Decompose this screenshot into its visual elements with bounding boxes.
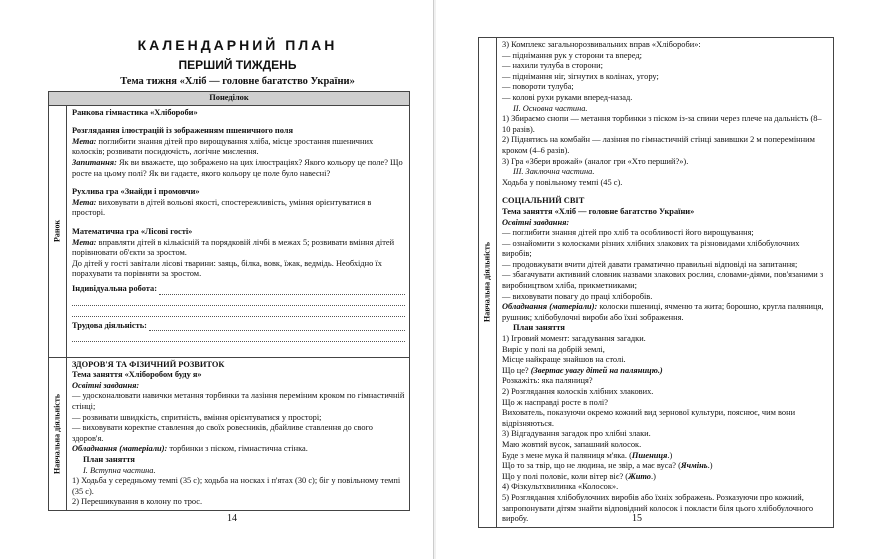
page-number: 15 xyxy=(632,513,642,524)
social-world-heading: СОЦІАЛЬНИЙ СВІТ xyxy=(502,196,585,206)
schedule-table-continued xyxy=(478,37,834,528)
week-theme: Тема тижня «Хліб — головне багатство України» xyxy=(120,76,355,87)
schedule-table xyxy=(48,91,410,511)
activity-label-cell xyxy=(49,357,67,510)
week-title: ПЕРШИЙ ТИЖДЕНЬ xyxy=(178,58,297,72)
morning-label-cell xyxy=(49,105,67,357)
page-number: 14 xyxy=(227,513,237,524)
game-heading: Рухлива гра «Знайди і промовчи» xyxy=(72,187,200,197)
illustrations-heading: Розглядання ілюстрацій із зображенням пшеничного поля xyxy=(72,126,294,136)
morning-gymnastics: Ранкова гімнастика «Хлібороби» xyxy=(72,107,198,117)
plan-title: КАЛЕНДАРНИЙ ПЛАН xyxy=(137,37,338,53)
math-game-text: До дітей у гості завітали лісові тварини: заяць, білка, вовк, їжак, ведмідь. Необхідно їх порахувати та порівняти за зростом. xyxy=(72,258,382,279)
morning-label: Ранок xyxy=(52,220,62,243)
labor-activity-label: Трудова діяльність: xyxy=(72,320,147,330)
activity-label: Навчальна діяльність xyxy=(52,393,62,474)
activity-label-cell xyxy=(479,38,497,528)
activity-section: ЗДОРОВ'Я ТА ФІЗИЧНИЙ РОЗВИТОК Тема заняття «Хліборобом буду я» Освітні завдання: — удосконалювати навички метання торбинки та лазіння переміним кроком по гімнастичній стінці; — розвивати швидкість, спритність, вміння орієнтуватися у просторі; — виховувати коректне ставлення до своїх ровесників, дбайливе ставлення до свого здоров'я. Обладнання (матеріали): торбинки з піском, гімнастична стінка. План заняття І. Вступна частина. 1) Ходьба у середньому темпі (35 с); ходьба на носках і п'ятах (30 с); біг у повільному темпі (35 с). 2) Перешикування в колону по трос. xyxy=(67,357,410,510)
morning-section: Ранкова гімнастика «Хлібороби» Розглядання ілюстрацій із зображенням пшеничного поля Мета: поглибити знання дітей про вирощування хліба, місце зростання пшеничних колосків; розвивати посидючість, логічне мислення. Запитання: Як ви вважаєте, що зображено на цих ілюстраціях? Якого кольору це поле? Що росте на цьому полі? Як ви гадаєте, якого кольору це поле було навесні? Рухлива гра «Знайди і промовчи» Мета: виховувати в дітей вольові якості, спостережливість, уміння орієнтуватися в просторі. Математична гра «Лісові гості» Мета: вправляти дітей в кількісній та порядковій лічбі в межах 5; розвивати вміння дітей порівнювати об'єкти за зростом. До дітей у гості завітали лісові тварини: заяць, білка, вовк, їжак, ведмідь. Необхідно їх порахувати та порівняти за зростом. Індивідуальна робота: Трудова діяльність: xyxy=(67,105,410,357)
page-left xyxy=(0,0,434,559)
activity-section: 3) Комплекс загальнорозвивальних вправ «Хлібороби»: — піднімання рук у сторони та вперед; — нахили тулуба в сторони; — піднімання ніг, зігнутих в колінах, угору; — повороти тулуба; — колові рухи руками вперед-назад. ІІ. Основна частина. 1) Збираємо снопи — метання торбинки з піском із-за спини через плече на дальність (8–10 разів). 2) Піднятись на комбайн — лазіння по гімнастичній стінці завившки 2 м поперемінним кроком (4–6 разів). 3) Гра «Збери врожай» (аналог гри «Хто перший?»). ІІІ. Заключна частина. Ходьба у повільному темпі (45 с). СОЦІАЛЬНИЙ СВІТ Тема заняття «Хліб — головне багатство України» Освітні завдання: — поглибити знання дітей про хліб та особливості його вирощування; — ознайомити з колосками різних хлібних злакових та різновидами хлібобулочних виробів; — продовжувати вчити дітей давати граматично правильні відповіді на запитання; — збагачувати активний словник назвами злакових рослин, словами-діями, пов'язаними з виробництвом хліба, прикметниками; — виховувати повагу до праці хліборобів. Обладнання (матеріали): колоски пшениці, ячменю та жита; борошно, кругла паляниця, рушник; хлібобулочні вироби або їхні зображення. План заняття 1) Ігровий момент: загадування загадки. Виріс у полі на добрій землі, Місце найкраще знайшов на столі. Що це? (Звертає увагу дітей на паляницю.) Розкажіть: яка паляниця? 2) Розглядання колосків хлібних злакових. Що ж насправді росте в полі? Вихователь, показуючи окремо кожний вид зернової культури, пояснює, чим вони відрізняються. 3) Відгадування загадок про хлібні злаки. Маю жовтий вусок, запашний колосок. Буде з мене мука й паляниця м'яка. (Пшениця.) Що то за твір, що не людина, не звір, а має вуса? (Ячмінь.) Що у полі половіє, коли вітер віє? (Жито.) 4) Фізкультхвилинка «Колосок». 5) Розглядання хлібобулочних виробів або їхніх зображень. Розказуючи про кожний, запропонувати дітям знайти відповідний колосок і покласти біля цього хлібобулочного виробу. xyxy=(497,38,834,528)
individual-work-label: Індивідуальна робота: xyxy=(72,283,157,293)
health-heading: ЗДОРОВ'Я ТА ФІЗИЧНИЙ РОЗВИТОК xyxy=(72,359,225,369)
activity-label: Навчальна діяльність xyxy=(482,242,492,323)
day-header: Понеділок xyxy=(49,92,410,106)
page-right xyxy=(436,0,870,559)
math-game-heading: Математична гра «Лісові гості» xyxy=(72,226,193,236)
